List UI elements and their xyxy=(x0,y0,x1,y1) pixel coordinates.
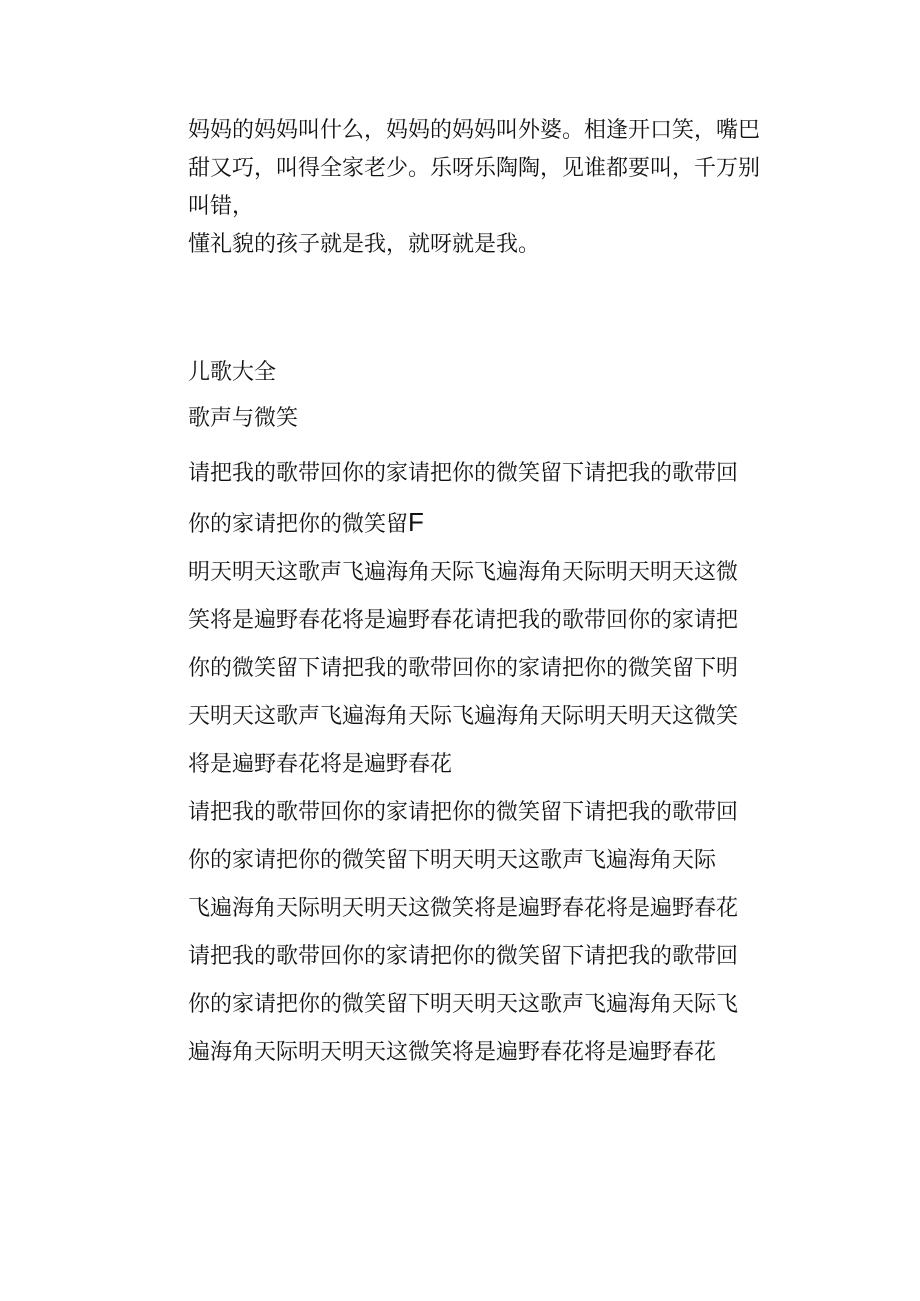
intro-line: 叫错， xyxy=(188,194,255,219)
lyrics-block xyxy=(188,450,778,1077)
lyrics-line xyxy=(188,498,778,549)
lyrics-line: 请把我的歌带回你的家请把你的微笑留下请把我的歌带回 xyxy=(188,944,739,969)
lyrics-line: 明天明天这歌声飞遍海角天际飞遍海角天际明天明天这微 xyxy=(188,560,739,585)
intro-line: 甜又巧，叫得全家老少。乐呀乐陶陶，见谁都要叫，千万别 xyxy=(188,156,761,181)
lyrics-line: 飞遍海角天际明天明天这微笑将是遍野春花将是遍野春花 xyxy=(188,896,739,921)
song-title: 歌声与微笑 xyxy=(188,406,299,431)
section-title: 儿歌大全 xyxy=(188,360,277,385)
intro-line: 妈妈的妈妈叫什么，妈妈的妈妈叫外婆。相逢开口笑，嘴巴 xyxy=(188,118,761,143)
intro-paragraph xyxy=(188,112,778,264)
lyrics-line: 你的家请把你的微笑留下明天明天这歌声飞遍海角天际 xyxy=(188,848,717,873)
lyrics-line: 请把我的歌带回你的家请把你的微笑留下请把我的歌带回 xyxy=(188,461,739,486)
intro-line: 懂礼貌的孩子就是我，就呀就是我。 xyxy=(188,232,541,257)
lyrics-line-text: 你的家请把你的微笑留 xyxy=(188,512,409,537)
lyrics-line: 笑将是遍野春花将是遍野春花请把我的歌带回你的家请把 xyxy=(188,608,739,633)
lyrics-line: 将是遍野春花将是遍野春花 xyxy=(188,752,453,777)
lyrics-line-tail: F xyxy=(408,507,424,537)
lyrics-line: 天明天这歌声飞遍海角天际飞遍海角天际明天明天这微笑 xyxy=(188,704,739,729)
lyrics-line: 你的家请把你的微笑留下明天明天这歌声飞遍海角天际飞 xyxy=(188,992,739,1017)
lyrics-line: 你的微笑留下请把我的歌带回你的家请把你的微笑留下明 xyxy=(188,656,739,681)
lyrics-line: 请把我的歌带回你的家请把你的微笑留下请把我的歌带回 xyxy=(188,800,739,825)
lyrics-line: 遍海角天际明天明天这微笑将是遍野春花将是遍野春花 xyxy=(188,1040,717,1065)
